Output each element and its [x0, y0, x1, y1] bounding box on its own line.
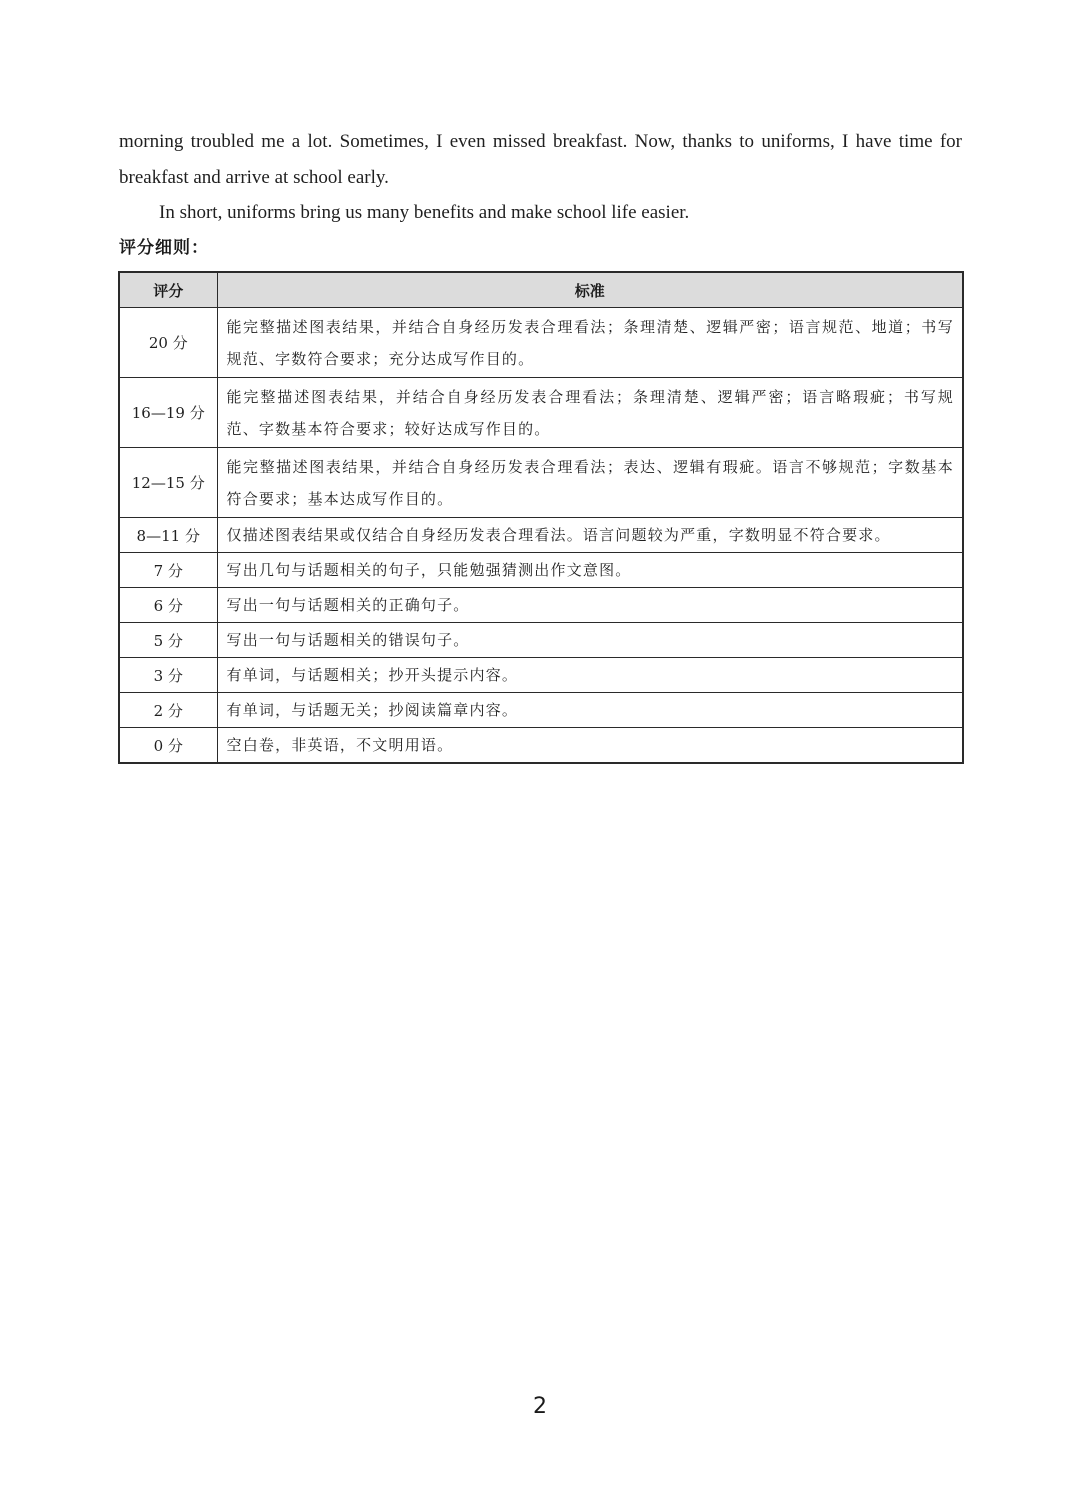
table-row [119, 693, 963, 728]
score-cell: 12—15 分 [119, 448, 217, 518]
score-cell: 8—11 分 [119, 518, 217, 553]
score-cell: 16—19 分 [119, 378, 217, 448]
table-row [119, 588, 963, 623]
table-row [119, 658, 963, 693]
standard-cell: 能完整描述图表结果，并结合自身经历发表合理看法；条理清楚、逻辑严密；语言规范、地道；书写规范、字数符合要求；充分达成写作目的。 [217, 308, 963, 378]
standard-cell: 能完整描述图表结果，并结合自身经历发表合理看法；条理清楚、逻辑严密；语言略瑕疵；书写规范、字数基本符合要求；较好达成写作目的。 [217, 378, 963, 448]
column-header-score: 评分 [119, 272, 217, 308]
table-row [119, 378, 963, 448]
table-row [119, 553, 963, 588]
standard-cell: 写出一句与话题相关的错误句子。 [217, 623, 963, 658]
standard-cell: 仅描述图表结果或仅结合自身经历发表合理看法。语言问题较为严重，字数明显不符合要求。 [217, 518, 963, 553]
scoring-rubric-table [118, 271, 964, 764]
essay-paragraph: morning troubled me a lot. Sometimes, I even missed breakfast. Now, thanks to uniforms, I have time for breakfast and arrive at school early. [119, 131, 962, 188]
essay-text [119, 124, 962, 231]
score-cell: 7 分 [119, 553, 217, 588]
standard-cell: 写出一句与话题相关的正确句子。 [217, 588, 963, 623]
table-row [119, 728, 963, 764]
table-row [119, 518, 963, 553]
essay-paragraph: In short, uniforms bring us many benefits and make school life easier. [159, 202, 690, 223]
column-header-standard: 标准 [217, 272, 963, 308]
score-cell: 2 分 [119, 693, 217, 728]
score-cell: 0 分 [119, 728, 217, 764]
table-row [119, 623, 963, 658]
table-row [119, 448, 963, 518]
page-number: 2 [533, 1394, 547, 1419]
standard-cell: 能完整描述图表结果，并结合自身经历发表合理看法；表达、逻辑有瑕疵。语言不够规范；字数基本符合要求；基本达成写作目的。 [217, 448, 963, 518]
standard-cell: 有单词，与话题无关；抄阅读篇章内容。 [217, 693, 963, 728]
standard-cell: 空白卷，非英语，不文明用语。 [217, 728, 963, 764]
rubric-title: 评分细则： [119, 238, 209, 258]
score-cell: 5 分 [119, 623, 217, 658]
table-row [119, 308, 963, 378]
standard-cell: 有单词，与话题相关；抄开头提示内容。 [217, 658, 963, 693]
score-cell: 3 分 [119, 658, 217, 693]
standard-cell: 写出几句与话题相关的句子，只能勉强猜测出作文意图。 [217, 553, 963, 588]
score-cell: 6 分 [119, 588, 217, 623]
score-cell: 20 分 [119, 308, 217, 378]
table-header-row [119, 272, 963, 308]
